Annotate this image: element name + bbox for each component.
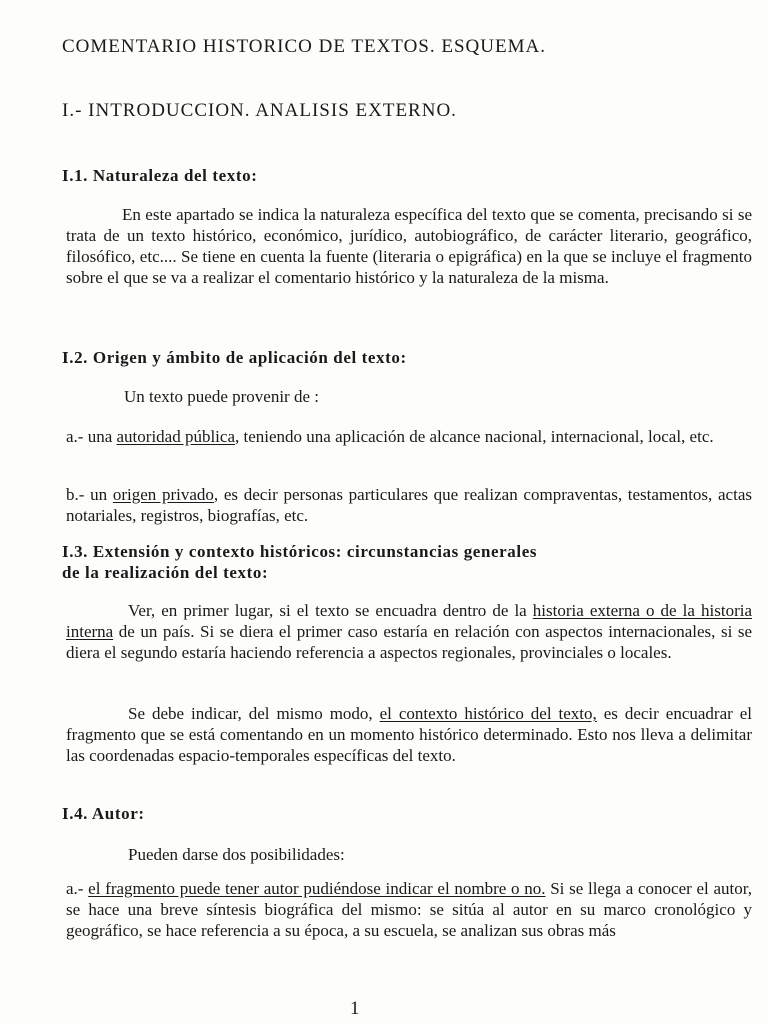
heading-extension-line2: de la realización del texto:: [62, 563, 269, 582]
paragraph-origen-a: [66, 426, 752, 447]
extension-2-underlined: el contexto histórico del texto,: [379, 704, 597, 723]
paragraph-origen-b: [66, 484, 752, 526]
origen-b-underlined: origen privado: [112, 485, 214, 504]
autor-a-rest: Si se llega a conocer el autor, se hace una breve síntesis biográfica del mismo: se sitúa al autor en su marco cronológico y geográfico, se hace referencia a su época, a su escuela, se analizan sus obras más: [66, 879, 752, 940]
paragraph-autor-intro: Pueden darse dos posibilidades:: [128, 845, 345, 864]
origen-a-rest: , teniendo una aplicación de alcance nacional, internacional, local, etc.: [235, 427, 714, 446]
origen-b-prefix: b.- un: [66, 485, 113, 504]
extension-1-prefix: Ver, en primer lugar, si el texto se encuadra dentro de la: [128, 601, 533, 620]
heading-origen: I.2. Origen y ámbito de aplicación del texto:: [62, 348, 407, 367]
heading-autor: I.4. Autor:: [62, 804, 145, 823]
section-heading: I.- INTRODUCCION. ANALISIS EXTERNO.: [62, 100, 457, 121]
extension-2-rest: es decir encuadrar el fragmento que se está comentando en un momento histórico determinado. Esto nos lleva a delimitar las coordenadas espacio-temporales específicas del texto.: [66, 704, 752, 765]
extension-1-rest: de un país. Si se diera el primer caso estaría en relación con aspectos internacionales, si se diera el segundo estaría haciendo referencia a aspectos regionales, provinciales o locales.: [66, 622, 752, 662]
autor-a-underlined: el fragmento puede tener autor pudiéndose indicar el nombre o no.: [88, 879, 546, 898]
paragraph-extension-1: [66, 600, 752, 663]
extension-2-prefix: Se debe indicar, del mismo modo,: [128, 704, 380, 723]
heading-naturaleza: I.1. Naturaleza del texto:: [62, 166, 258, 185]
paragraph-autor-a: [66, 878, 752, 941]
document-title: COMENTARIO HISTORICO DE TEXTOS. ESQUEMA.: [62, 36, 546, 57]
autor-a-prefix: a.-: [66, 879, 89, 898]
paragraph-origen-intro: Un texto puede provenir de :: [124, 387, 319, 406]
origen-a-underlined: autoridad pública: [116, 427, 236, 446]
heading-extension-line1: I.3. Extensión y contexto históricos: circunstancias generales: [62, 542, 538, 561]
origen-b-rest: , es decir personas particulares que realizan compraventas, testamentos, actas notariales, registros, biografías, etc.: [66, 485, 752, 525]
paragraph-naturaleza: En este apartado se indica la naturaleza específica del texto que se comenta, precisando si se trata de un texto histórico, económico, jurídico, autobiográfico, de carácter literario, geográfico, filosófico, etc.... Se tiene en cuenta la fuente (literaria o epigráfica) en la que se incluye el fragmento sobre el que se va a realizar el comentario histórico y la naturaleza de la misma.: [66, 205, 752, 287]
page-number: 1: [350, 998, 360, 1019]
extension-1-underlined: historia externa o de la historia interna: [66, 601, 752, 641]
paragraph-extension-2: [66, 703, 752, 766]
origen-a-prefix: a.- una: [66, 427, 117, 446]
